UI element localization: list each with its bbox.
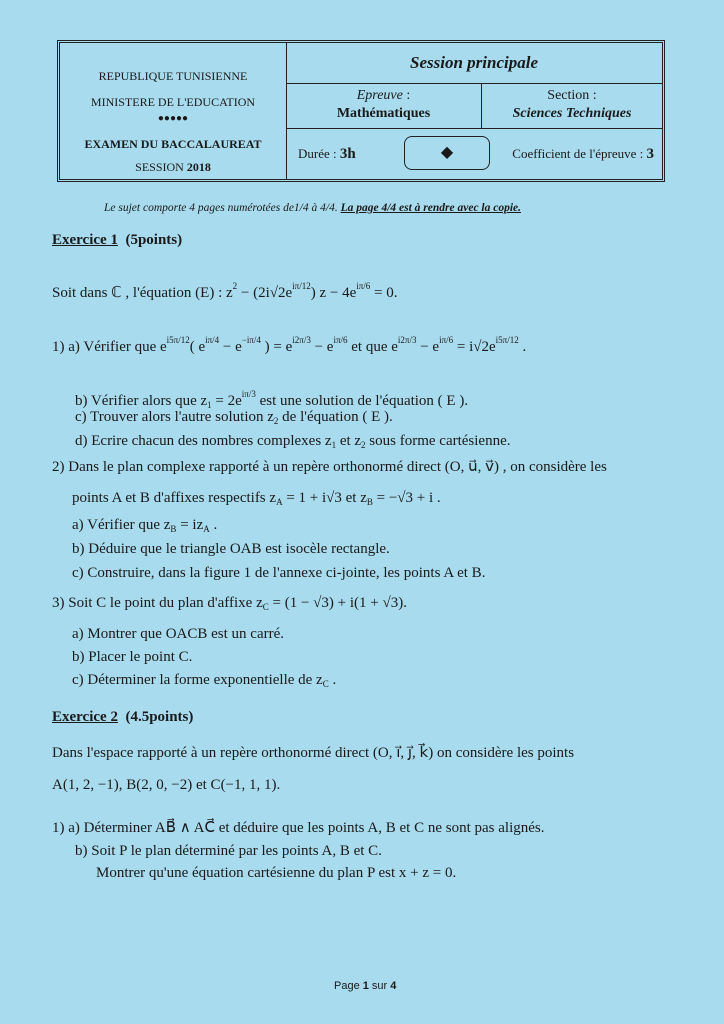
- epreuve-cell: [286, 83, 482, 128]
- page-total: 4: [390, 980, 397, 992]
- text: Dans l'espace rapporté à un repère orthonormé direct (O, i⃗, j⃗, k⃗) on considère les points: [52, 745, 575, 761]
- exam-line: [96, 863, 456, 883]
- text: b) Déduire que le triangle OAB est isocèle rectangle.: [72, 541, 390, 557]
- text: − e: [219, 339, 242, 355]
- text: .: [209, 517, 218, 533]
- page-number: 1: [362, 980, 369, 992]
- exponent: iπ/6: [333, 335, 348, 345]
- text: a) Montrer que OACB est un carré.: [72, 626, 285, 642]
- session-label: SESSION: [135, 160, 187, 174]
- text: sous forme cartésienne.: [365, 433, 511, 449]
- session-type: Session principale: [286, 43, 662, 84]
- subscript: B: [366, 497, 373, 507]
- exam-line: [52, 276, 398, 303]
- exam-line: [52, 775, 280, 795]
- subscript: A: [276, 497, 283, 507]
- text: − e: [416, 339, 440, 355]
- text: = iz: [176, 517, 204, 533]
- country: REPUBLIQUE TUNISIENNE: [98, 69, 248, 83]
- exponent: −iπ/4: [241, 335, 261, 345]
- text: = i√2e: [453, 339, 496, 355]
- text: (4.5points): [117, 709, 194, 725]
- subject: Mathématiques: [336, 106, 431, 121]
- ministry: MINISTERE DE L'EDUCATION: [90, 95, 256, 109]
- exam-line: [52, 593, 407, 617]
- exam-line: [75, 407, 393, 431]
- exponent: i5π/12: [166, 335, 190, 345]
- text: Exercice 1: [52, 232, 118, 248]
- text: = 0.: [370, 285, 398, 301]
- text: de l'équation ( E ).: [278, 409, 393, 425]
- coefficient: [512, 146, 654, 163]
- exam-line: [72, 563, 485, 583]
- section-cell: [482, 87, 662, 123]
- exponent: iπ/4: [205, 335, 220, 345]
- exam-line: [75, 431, 511, 455]
- footer-label: Page: [334, 980, 363, 992]
- epreuve-label: Epreuve: [356, 88, 403, 103]
- exam-line: [72, 647, 192, 667]
- exponent: iπ/3: [241, 389, 256, 399]
- exam-line: [52, 743, 574, 763]
- text: 1) a) Déterminer AB⃗ ∧ AC⃗ et déduire que les points A, B et C ne sont pas alignés.: [52, 820, 545, 836]
- text: c) Déterminer la forme exponentielle de z: [72, 672, 323, 688]
- text: c) Trouver alors l'autre solution z: [75, 409, 274, 425]
- exponent: iπ/12: [292, 281, 311, 291]
- text: .: [328, 672, 337, 688]
- diamond-symbol: ◆: [404, 136, 490, 170]
- duration-value: 3h: [339, 146, 356, 162]
- text: est une solution de l'équation ( E ).: [255, 393, 469, 409]
- subscript: 1: [207, 400, 212, 410]
- notice: [104, 198, 521, 218]
- text: 2) Dans le plan complexe rapporté à un repère orthonormé direct (O, u⃗, v⃗) , on considère les: [52, 459, 607, 475]
- text: = (1 − √3) + i(1 + √3).: [268, 595, 407, 611]
- exponent: iπ/6: [356, 281, 371, 291]
- text: 1) a) Vérifier que e: [52, 339, 167, 355]
- text: et que e: [347, 339, 398, 355]
- section-label: Section :: [547, 88, 597, 103]
- exam-line: [52, 330, 526, 357]
- notice-underlined: La page 4/4 est à rendre avec la copie.: [340, 202, 522, 214]
- exponent: iπ/6: [439, 335, 454, 345]
- notice-text: Le sujet comporte 4 pages numérotées de1/4 à 4/4.: [104, 202, 341, 214]
- exponent: i5π/12: [495, 335, 519, 345]
- text: (5points): [117, 232, 183, 248]
- text: − e: [310, 339, 334, 355]
- text: ( e: [189, 339, 206, 355]
- exponent: i2π/3: [292, 335, 311, 345]
- subscript: 2: [273, 416, 279, 426]
- text: d) Ecrire chacun des nombres complexes z: [75, 433, 332, 449]
- text: ) = e: [260, 339, 293, 355]
- text: c) Construire, dans la figure 1 de l'annexe ci-jointe, les points A et B.: [72, 565, 486, 581]
- exam-line: [52, 457, 607, 477]
- duration: [298, 146, 356, 163]
- exam-line: [72, 488, 441, 512]
- duration-label: Durée :: [298, 146, 340, 161]
- subscript: 1: [331, 440, 337, 450]
- text: Exercice 2: [52, 709, 118, 725]
- text: = −√3 + i .: [372, 490, 441, 506]
- coef-label: Coefficient de l'épreuve :: [512, 146, 647, 161]
- text: .: [518, 339, 527, 355]
- exponent: i2π/3: [397, 335, 417, 345]
- year: 2018: [186, 160, 211, 174]
- exam-name: EXAMEN DU BACCALAUREAT: [84, 137, 262, 151]
- subscript: C: [262, 602, 269, 612]
- exam-line: [72, 624, 284, 644]
- text: − (2i√2e: [237, 285, 293, 301]
- session-year: [60, 160, 286, 175]
- separator-dots: ●●●●●: [157, 113, 189, 124]
- text: Soit dans ℂ , l'équation (E) : z: [52, 285, 233, 301]
- subscript: 2: [361, 440, 366, 450]
- text: b) Vérifier alors que z: [75, 393, 208, 409]
- text: b) Placer le point C.: [72, 649, 193, 665]
- subscript: C: [322, 679, 329, 689]
- page-footer: [334, 976, 396, 996]
- subscript: B: [170, 524, 177, 534]
- exercise-title: [52, 707, 193, 727]
- exam-line: [72, 539, 390, 559]
- text: et z: [336, 433, 362, 449]
- text: = 1 + i√3 et z: [282, 490, 367, 506]
- section: Sciences Techniques: [512, 106, 632, 121]
- colon: :: [402, 88, 411, 103]
- text: = 2e: [211, 393, 242, 409]
- exam-line: [52, 818, 544, 838]
- text: 3) Soit C le point du plan d'affixe z: [52, 595, 263, 611]
- footer-sep: sur: [368, 980, 391, 992]
- text: ) z − 4e: [310, 285, 357, 301]
- header-institution: [60, 43, 287, 179]
- subscript: A: [203, 524, 210, 534]
- exam-line: [72, 670, 336, 694]
- exam-header: [57, 40, 665, 182]
- text: a) Vérifier que z: [72, 517, 171, 533]
- text: Montrer qu'une équation cartésienne du plan P est x + z = 0.: [96, 865, 457, 881]
- exam-line: [72, 515, 217, 539]
- exam-line: [75, 841, 382, 861]
- exercise-title: [52, 230, 182, 250]
- text: points A et B d'affixes respectifs z: [72, 490, 277, 506]
- text: b) Soit P le plan déterminé par les points A, B et C.: [75, 843, 382, 859]
- exponent: 2: [232, 281, 238, 291]
- coef-value: 3: [646, 146, 654, 162]
- text: A(1, 2, −1), B(2, 0, −2) et C(−1, 1, 1).: [52, 777, 281, 793]
